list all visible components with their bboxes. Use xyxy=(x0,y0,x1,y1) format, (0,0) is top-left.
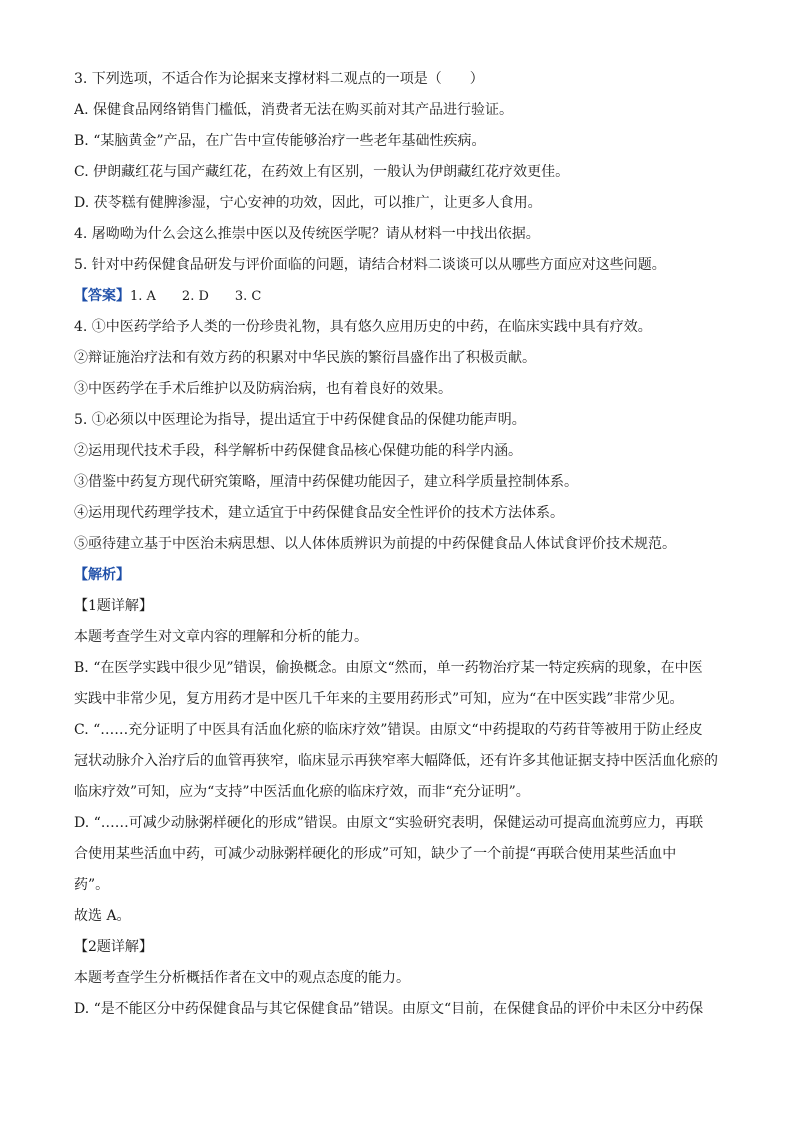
analysis-tag: 【解析】 xyxy=(74,567,130,583)
question-3-option-d: D. 茯苓糕有健脾渗湿，宁心安神的功效，因此，可以推广，让更多人食用。 xyxy=(74,195,542,211)
question-3-option-a: A. 保健食品网络销售门槛低，消费者无法在购买前对其产品进行验证。 xyxy=(74,102,514,118)
document-page xyxy=(74,64,722,1025)
detail-line: C. “……充分证明了中医具有活血化瘀的临床疗效”错误。由原文“中药提取的芍药苷等被用于防止经皮 xyxy=(74,722,703,738)
answer-details xyxy=(74,312,722,560)
question-4-stem: 4. 屠呦呦为什么会这么推崇中医以及传统医学呢？请从材料一中找出依据。 xyxy=(74,226,540,242)
question-1-detail xyxy=(74,591,722,932)
question-3-option-c: C. 伊朗藏红花与国产藏红花，在药效上有区别，一般认为伊朗藏红花疗效更佳。 xyxy=(74,164,570,180)
detail-1-heading: 【1题详解】 xyxy=(74,598,153,614)
question-3-stem: 3. 下列选项，不适合作为论据来支撑材料二观点的一项是（ ） xyxy=(74,71,484,87)
detail-line: 本题考查学生对文章内容的理解和分析的能力。 xyxy=(74,629,368,645)
answer-tag: 【答案】 xyxy=(74,288,130,304)
answer-choices: 1. A 2. D 3. C xyxy=(130,289,262,304)
detail-line: D. “……可减少动脉粥样硬化的形成”错误。由原文“实验研究表明，保健运动可提高血流剪应力，再联 xyxy=(74,815,704,831)
detail-line: 冠状动脉介入治疗后的血管再狭窄，临床显示再狭窄率大幅降低，还有许多其他证据支持中医活血化瘀的 xyxy=(74,753,718,769)
question-3-option-b: B. “某脑黄金”产品，在广告中宣传能够治疗一些老年基础性疾病。 xyxy=(74,133,486,149)
detail-2-heading: 【2题详解】 xyxy=(74,939,153,955)
question-list xyxy=(74,64,722,281)
detail-line: 故选 A。 xyxy=(74,908,131,924)
detail-line: B. “在医学实践中很少见”错误，偷换概念。由原文“然而，单一药物治疗某一特定疾病的现象，在中医 xyxy=(74,660,703,676)
detail-line: 药”。 xyxy=(74,877,110,893)
answer-line: ③中医药学在手术后维护以及防病治病，也有着良好的效果。 xyxy=(74,381,452,397)
answer-line: 5. ①必须以中医理论为指导，提出适宜于中药保健食品的保健功能声明。 xyxy=(74,412,526,428)
answer-line: ⑤亟待建立基于中医治未病思想、以人体体质辨识为前提的中药保健食品人体试食评价技术规范。 xyxy=(74,536,676,552)
answer-line: ②运用现代技术手段，科学解析中药保健食品核心保健功能的科学内涵。 xyxy=(74,443,522,459)
answer-line: ④运用现代药理学技术，建立适宜于中药保健食品安全性评价的技术方法体系。 xyxy=(74,505,564,521)
detail-line: D. “是不能区分中药保健食品与其它保健食品”错误。由原文“目前，在保健食品的评价中未区分中药保 xyxy=(74,1001,704,1017)
question-2-detail xyxy=(74,932,722,1025)
answer-line: ③借鉴中药复方现代研究策略，厘清中药保健功能因子，建立科学质量控制体系。 xyxy=(74,474,578,490)
answer-summary xyxy=(74,281,722,312)
question-5-stem: 5. 针对中药保健食品研发与评价面临的问题，请结合材料二谈谈可以从哪些方面应对这些问题。 xyxy=(74,257,666,273)
detail-line: 本题考查学生分析概括作者在文中的观点态度的能力。 xyxy=(74,970,410,986)
answer-line: 4. ①中医药学给予人类的一份珍贵礼物，具有悠久应用历史的中药，在临床实践中具有疗效。 xyxy=(74,319,652,335)
answer-line: ②辩证施治疗法和有效方药的积累对中华民族的繁衍昌盛作出了积极贡献。 xyxy=(74,350,536,366)
detail-line: 临床疗效”可知，应为“支持”中医活血化瘀的临床疗效，而非“充分证明”。 xyxy=(74,784,530,800)
detail-line: 实践中非常少见，复方用药才是中医几千年来的主要用药形式”可知，应为“在中医实践”非常少见。 xyxy=(74,691,684,707)
detail-line: 合使用某些活血中药，可减少动脉粥样硬化的形成”可知，缺少了一个前提“再联合使用某些活血中 xyxy=(74,846,677,862)
